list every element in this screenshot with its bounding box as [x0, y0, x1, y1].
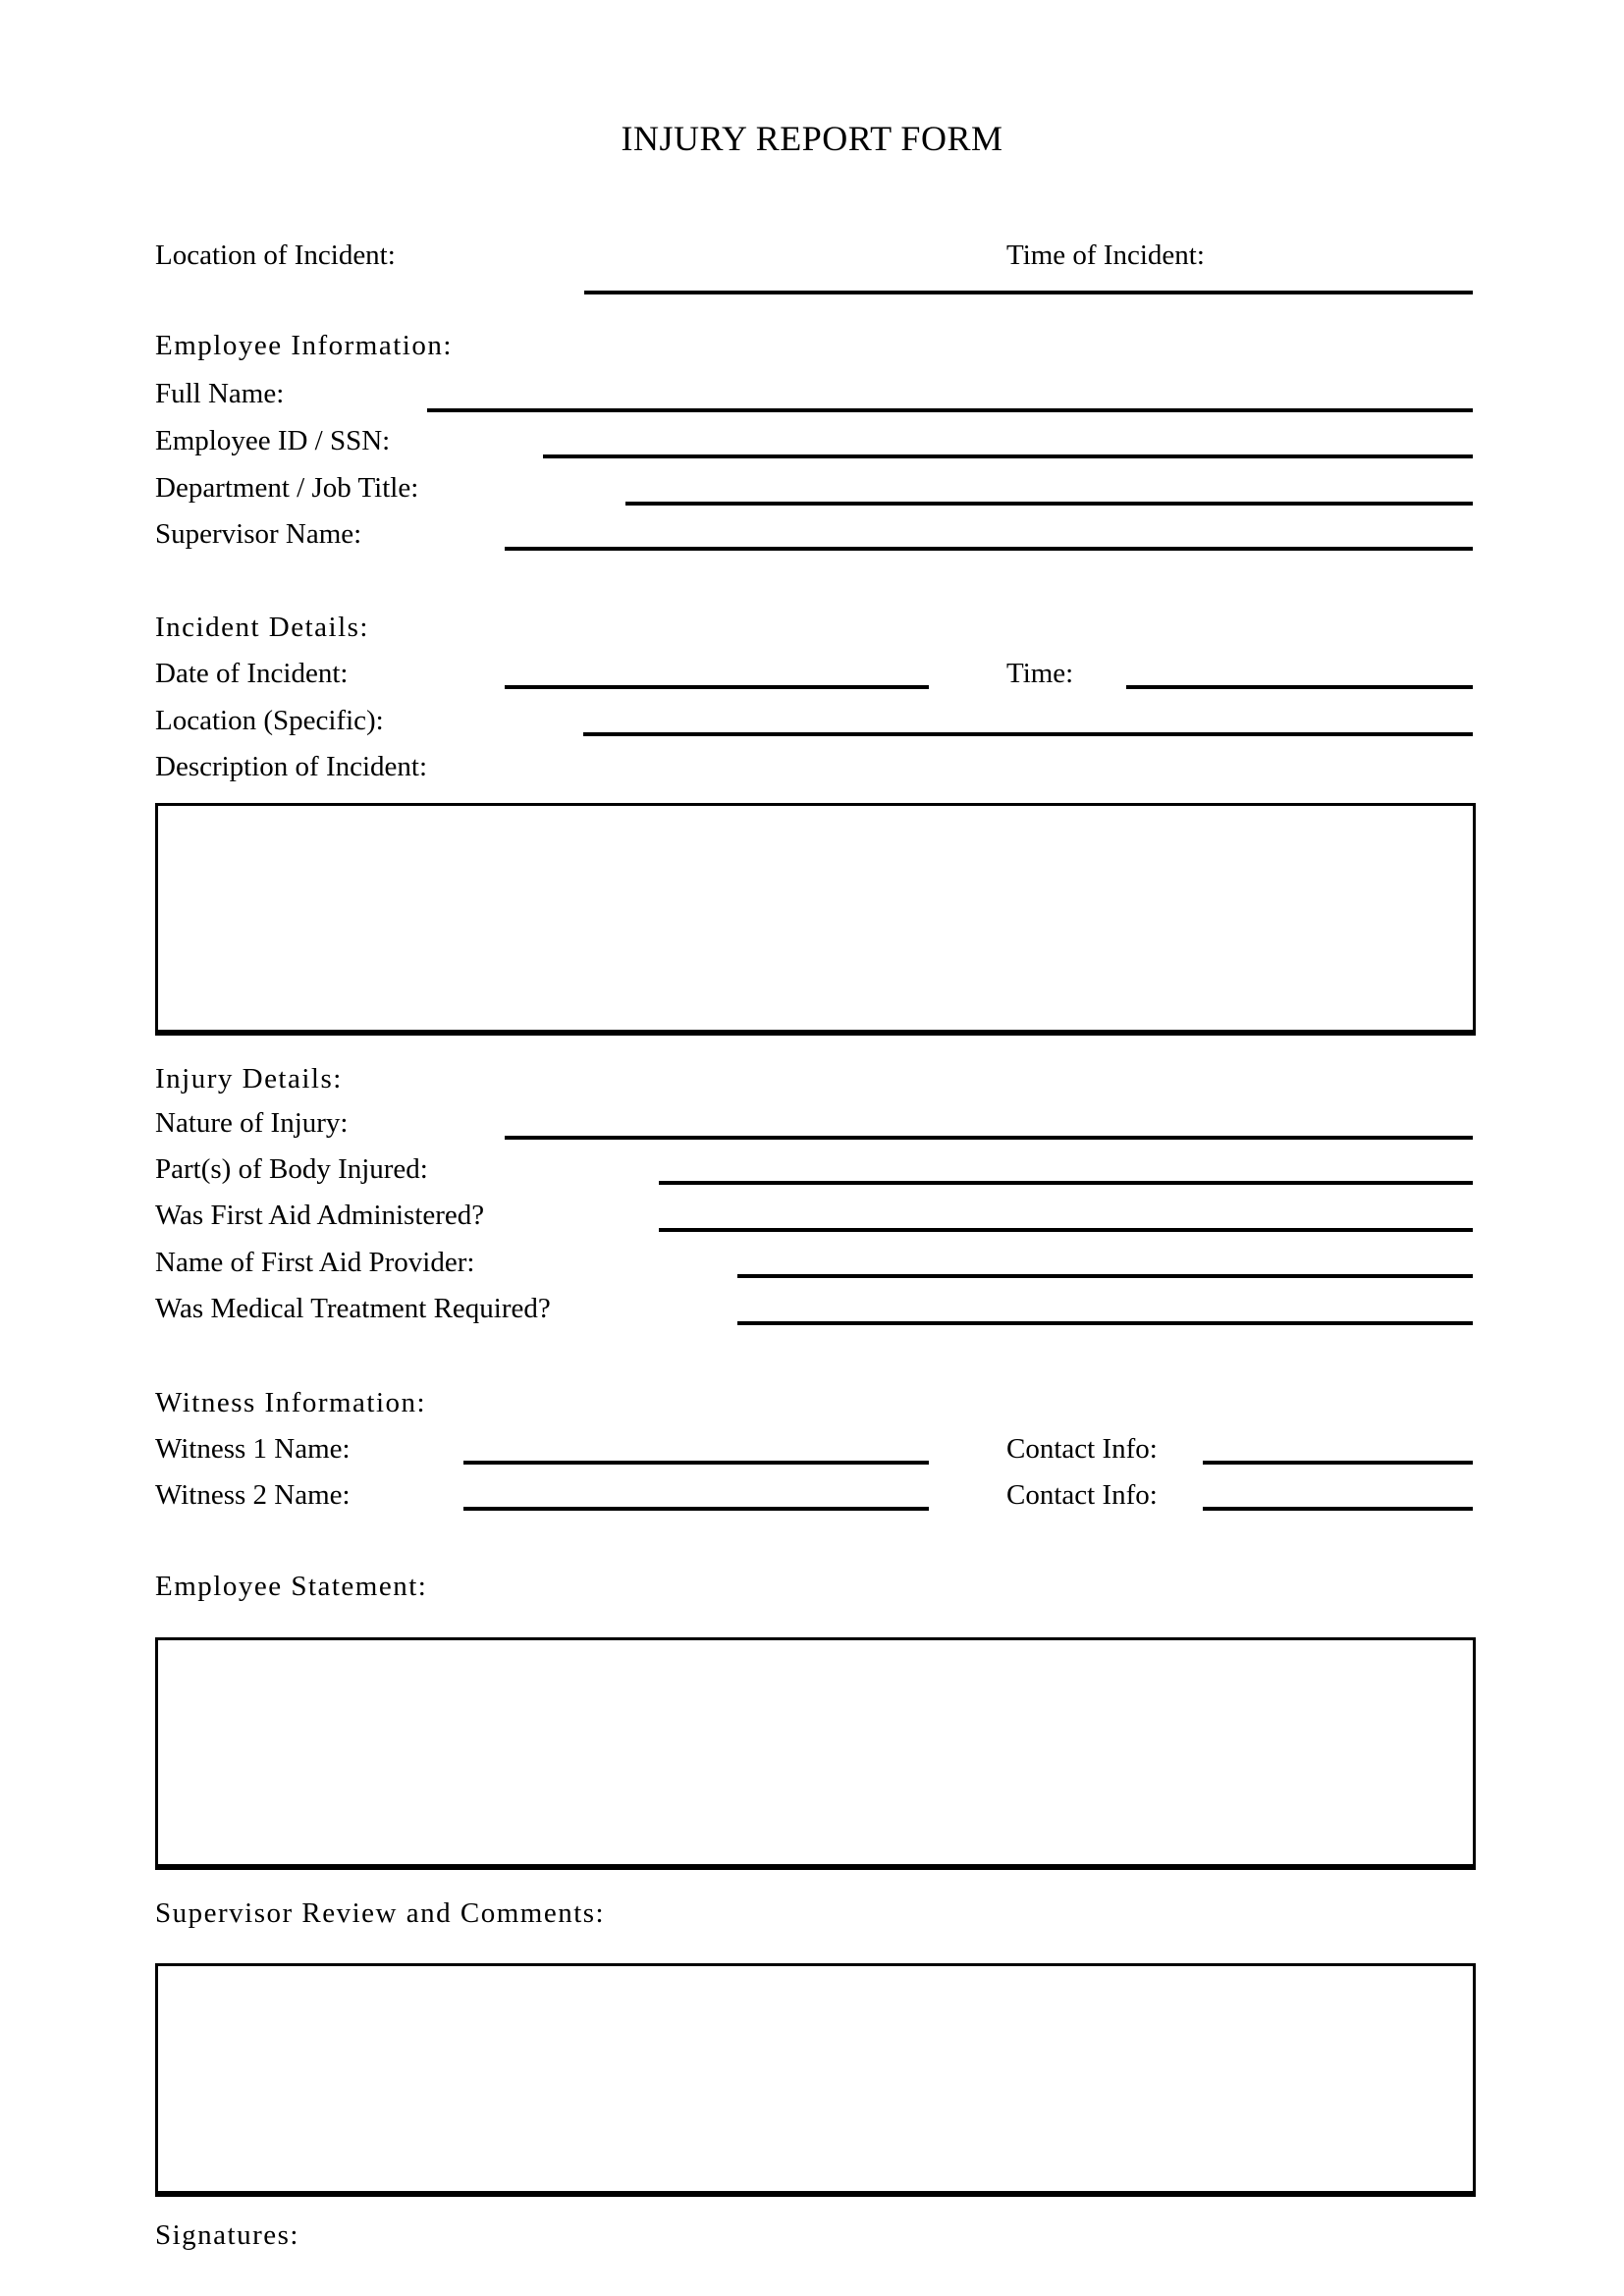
witness-1-contact-info-field[interactable] — [1203, 1461, 1473, 1465]
location-specific-field[interactable] — [583, 732, 1473, 736]
body-parts-injured-label: Part(s) of Body Injured: — [155, 1153, 428, 1185]
supervisor-review-heading: Supervisor Review and Comments: — [155, 1897, 606, 1929]
witness-1-name-label: Witness 1 Name: — [155, 1433, 351, 1465]
injury-details-heading: Injury Details: — [155, 1063, 343, 1095]
supervisor-name-label: Supervisor Name: — [155, 518, 362, 550]
description-of-incident-box[interactable] — [155, 803, 1476, 1036]
body-parts-injured-field[interactable] — [659, 1181, 1473, 1185]
incident-time-field[interactable] — [1126, 685, 1473, 689]
form-title: INJURY REPORT FORM — [621, 119, 1003, 158]
employee-statement-box[interactable] — [155, 1637, 1476, 1870]
first-aid-provider-label: Name of First Aid Provider: — [155, 1247, 475, 1278]
employee-id-ssn-field[interactable] — [543, 454, 1473, 458]
employee-information-heading: Employee Information: — [155, 330, 453, 361]
witness-2-name-label: Witness 2 Name: — [155, 1479, 351, 1511]
incident-time-label: Time: — [1006, 658, 1074, 689]
witness-1-name-field[interactable] — [463, 1461, 929, 1465]
first-aid-administered-field[interactable] — [659, 1228, 1473, 1232]
signatures-heading: Signatures: — [155, 2219, 299, 2251]
full-name-label: Full Name: — [155, 378, 285, 409]
nature-of-injury-field[interactable] — [505, 1136, 1473, 1140]
time-of-incident-label: Time of Incident: — [1006, 240, 1205, 271]
location-specific-label: Location (Specific): — [155, 705, 384, 736]
department-job-title-label: Department / Job Title: — [155, 472, 419, 504]
witness-2-name-field[interactable] — [463, 1507, 929, 1511]
date-of-incident-field[interactable] — [505, 685, 929, 689]
first-aid-administered-label: Was First Aid Administered? — [155, 1200, 485, 1231]
full-name-field[interactable] — [427, 408, 1473, 412]
medical-treatment-required-label: Was Medical Treatment Required? — [155, 1293, 551, 1324]
department-job-title-field[interactable] — [625, 502, 1473, 506]
witness-1-contact-info-label: Contact Info: — [1006, 1433, 1158, 1465]
employee-statement-heading: Employee Statement: — [155, 1571, 428, 1602]
witness-information-heading: Witness Information: — [155, 1387, 427, 1418]
location-of-incident-label: Location of Incident: — [155, 240, 396, 271]
medical-treatment-required-field[interactable] — [737, 1321, 1473, 1325]
employee-id-ssn-label: Employee ID / SSN: — [155, 425, 391, 456]
witness-2-contact-info-label: Contact Info: — [1006, 1479, 1158, 1511]
supervisor-name-field[interactable] — [505, 547, 1473, 551]
witness-2-contact-info-field[interactable] — [1203, 1507, 1473, 1511]
date-of-incident-label: Date of Incident: — [155, 658, 349, 689]
location-time-of-incident-field[interactable] — [584, 291, 1473, 294]
nature-of-injury-label: Nature of Injury: — [155, 1107, 349, 1139]
description-of-incident-label: Description of Incident: — [155, 751, 428, 782]
supervisor-review-box[interactable] — [155, 1963, 1476, 2197]
incident-details-heading: Incident Details: — [155, 612, 369, 643]
first-aid-provider-field[interactable] — [737, 1274, 1473, 1278]
